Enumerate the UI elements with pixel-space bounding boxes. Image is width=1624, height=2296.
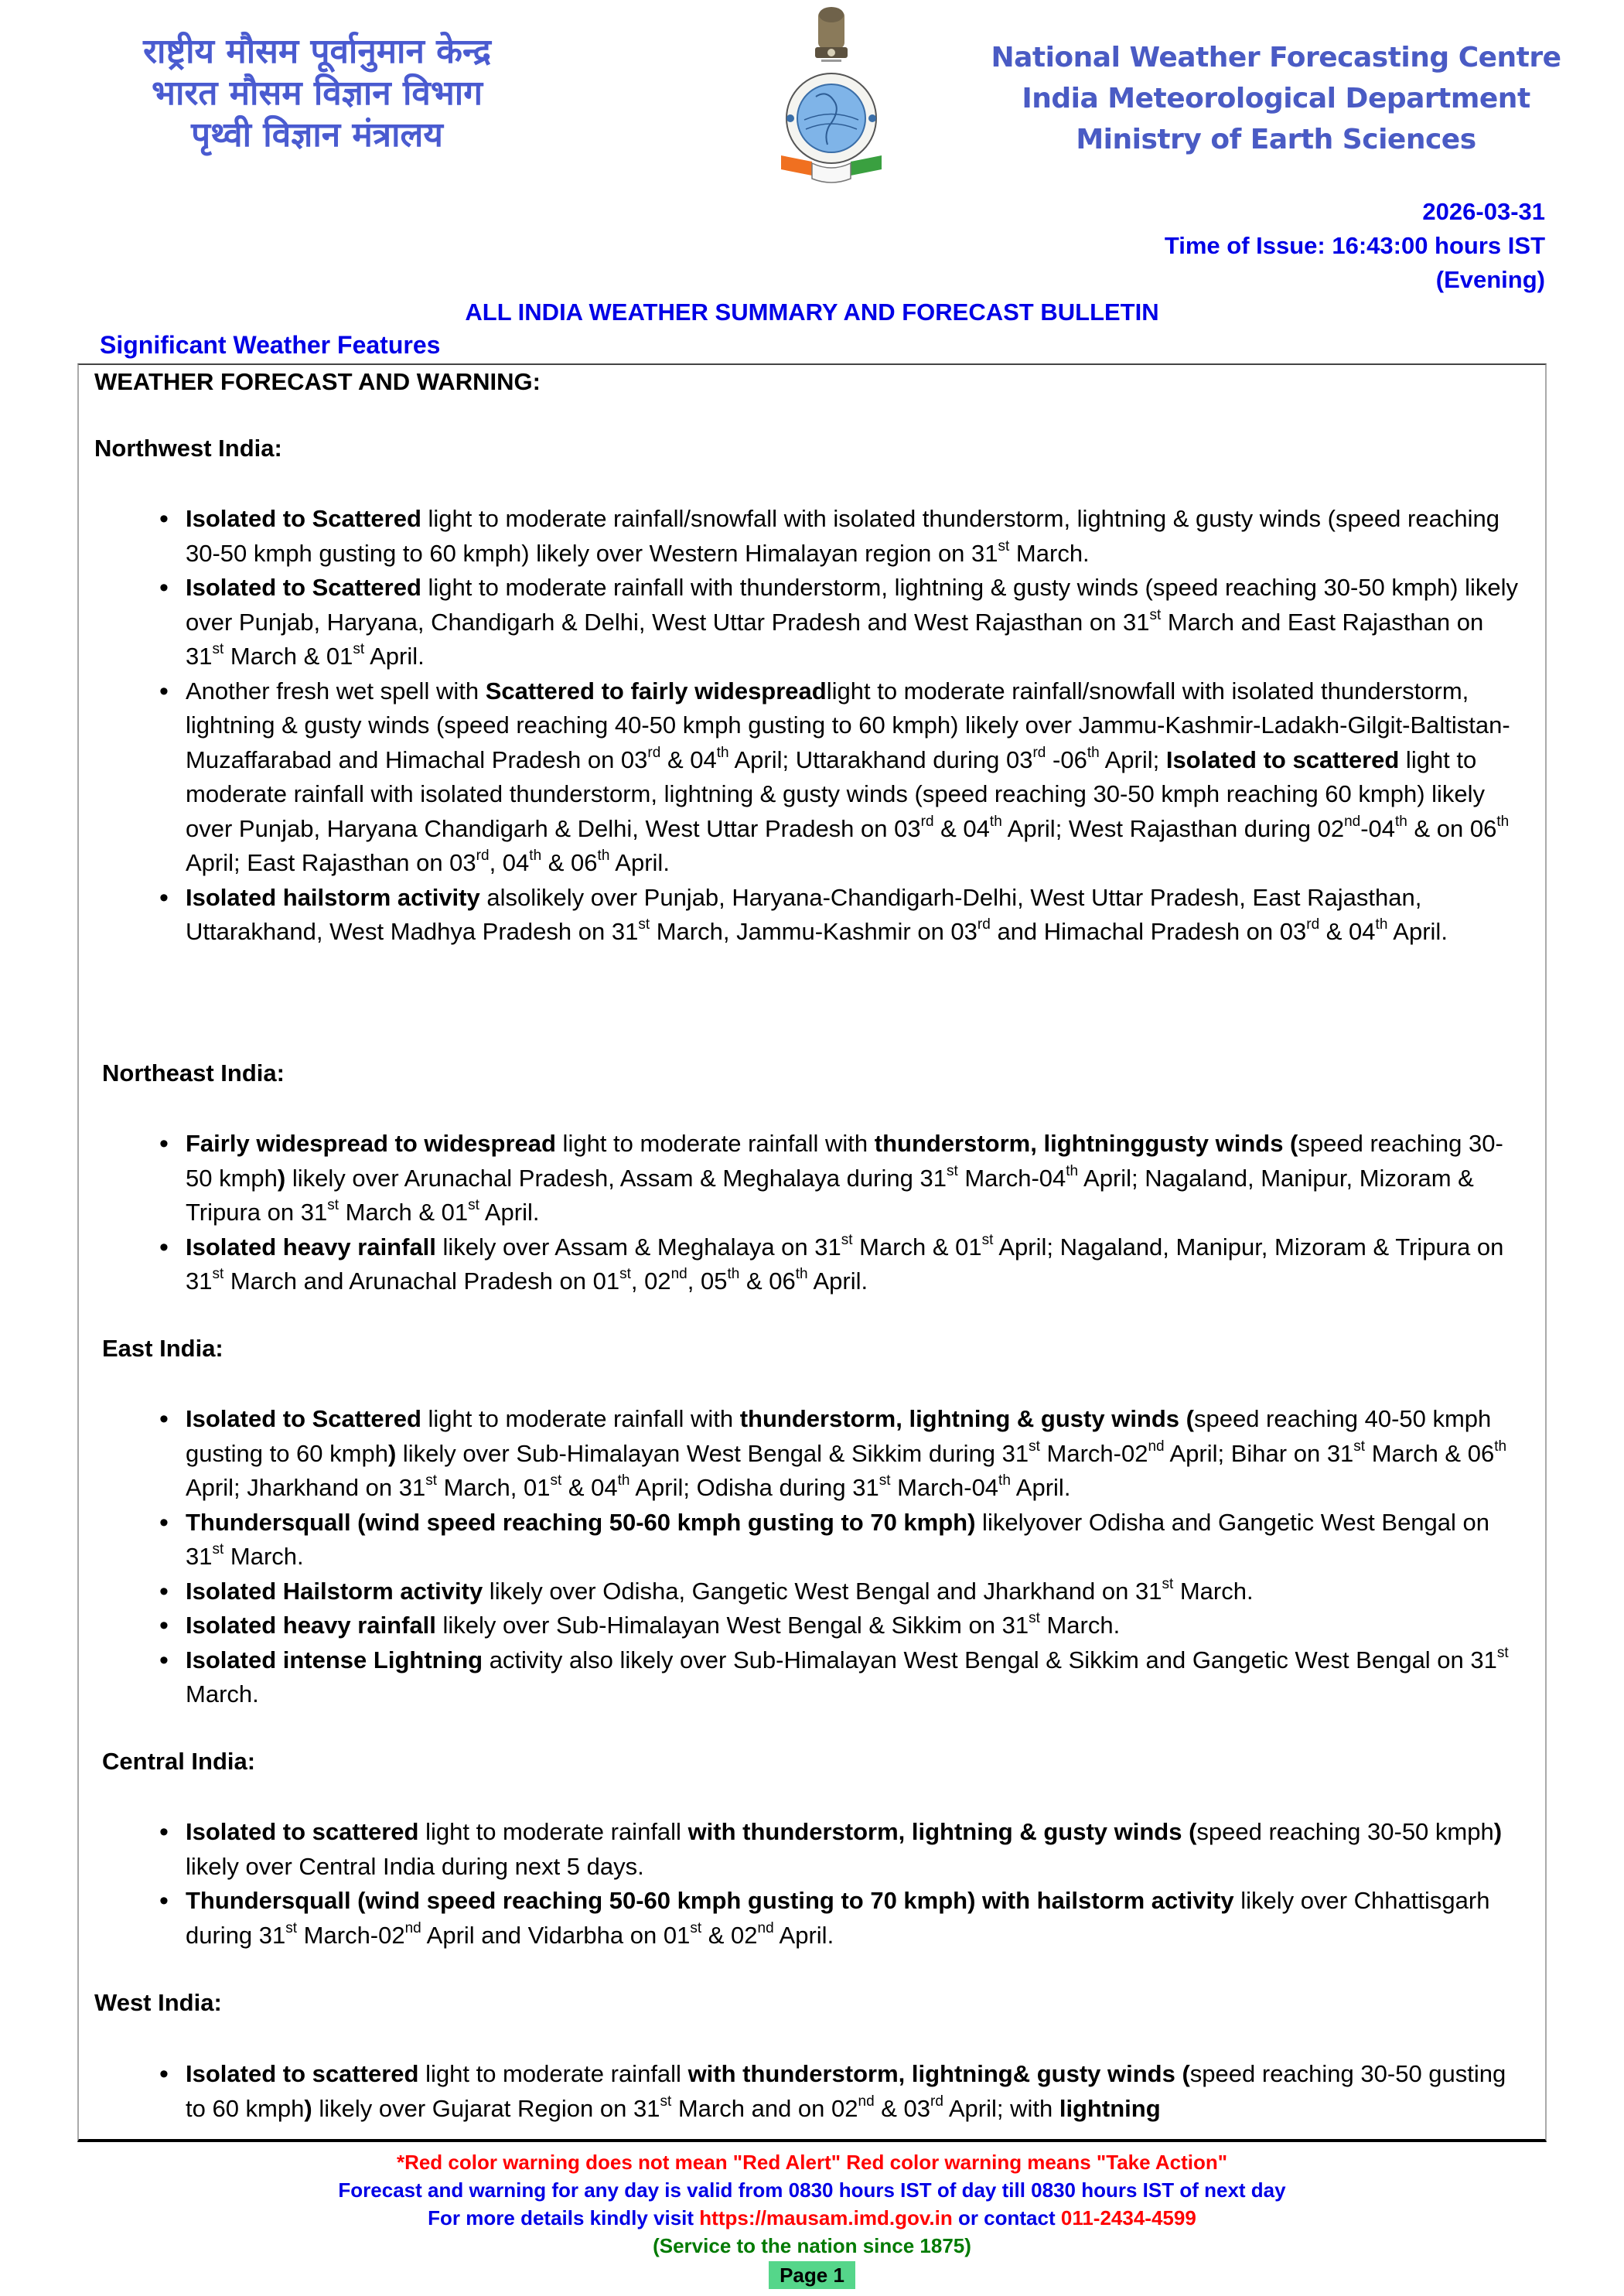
region-heading-east: East India: xyxy=(102,1335,223,1362)
forecast-item: • Fairly widespread to widespread light to moderate rainfall with thunderstorm, lightninggusty winds (speed reaching 30-50 kmph) likely over Arunachal Pradesh, Assam & Meghalaya during 31st March-04th April; Nagaland, Manipur, Mizoram & Tripura on 31st March & 01st April. xyxy=(79,1127,1533,1230)
region-heading-central: Central India: xyxy=(102,1748,256,1775)
forecast-item: • Isolated to Scattered light to moderate rainfall with thunderstorm, lightning & gusty winds (speed reaching 40-50 kmph gusting to 60 kmph) likely over Sub-Himalayan West Bengal & Sikkim during 31st March-02nd April; Bihar on 31st March & 06th April; Jharkhand on 31st March, 01st & 04th April; Odisha during 31st March-04th April. xyxy=(79,1402,1533,1506)
forecast-item: • Isolated heavy rainfall likely over Sub-Himalayan West Bengal & Sikkim on 31st March. xyxy=(79,1609,1533,1643)
forecast-box xyxy=(77,363,1547,2142)
region-list-northeast xyxy=(79,1127,1533,1299)
page-number-badge: Page 1 xyxy=(769,2261,855,2289)
hindi-line-3: पृथ्वी विज्ञान मंत्रालय xyxy=(191,115,443,155)
hindi-line-1: राष्ट्रीय मौसम पूर्वानुमान केन्द्र xyxy=(143,32,491,71)
box-title: WEATHER FORECAST AND WARNING: xyxy=(94,368,541,395)
forecast-item: • Isolated intense Lightning activity also likely over Sub-Himalayan West Bengal & Sikkim and Gangetic West Bengal on 31st March. xyxy=(79,1643,1533,1712)
region-list-east xyxy=(79,1402,1533,1712)
red-warning-note: *Red color warning does not mean "Red Alert" Red color warning means "Take Action" xyxy=(396,2151,1228,2174)
forecast-item: • Another fresh wet spell with Scattered to fairly widespreadlight to moderate rainfall/snowfall with isolated thunderstorm, lightning & gusty winds (speed reaching 40-50 kmph gusting to 60 kmph) likely over Jammu-Kashmir-Ladakh-Gilgit-Baltistan-Muzaffarabad and Himachal Pradesh on 03rd & 04th April; Uttarakhand during 03rd -06th April; Isolated to scattered light to moderate rainfall with isolated thunderstorm, lightning & gusty winds (speed reaching 30-50 kmph reaching 60 kmph) likely over Punjab, Haryana Chandigarh & Delhi, West Uttar Pradesh on 03rd & 04th April; West Rajasthan during 02nd-04th & on 06th April; East Rajasthan on 03rd, 04th & 06th April. xyxy=(79,674,1533,881)
english-org-header xyxy=(982,37,1570,160)
service-note: (Service to the nation since 1875) xyxy=(653,2234,971,2257)
footer xyxy=(0,2148,1624,2289)
details-mid: or contact xyxy=(952,2206,1061,2229)
contact-line xyxy=(0,2204,1624,2232)
issue-date: 2026-03-31 xyxy=(1422,198,1545,225)
org-line-moes: Ministry of Earth Sciences xyxy=(1076,124,1476,155)
forecast-item: • Isolated Hailstorm activity likely over Odisha, Gangetic West Bengal and Jharkhand on 31st March. xyxy=(79,1574,1533,1609)
forecast-item: • Isolated to scattered light to moderate rainfall with thunderstorm, lightning & gusty winds (speed reaching 30-50 kmph) likely over Central India during next 5 days. xyxy=(79,1815,1533,1884)
issue-info xyxy=(1165,195,1545,297)
forecast-item: • Thundersquall (wind speed reaching 50-60 kmph gusting to 70 kmph) likelyover Odisha and Gangetic West Bengal on 31st March. xyxy=(79,1506,1533,1574)
issue-time: Time of Issue: 16:43:00 hours IST xyxy=(1164,232,1545,259)
region-heading-northwest: Northwest India: xyxy=(94,435,282,462)
org-line-nwfc: National Weather Forecasting Centre xyxy=(991,42,1561,73)
org-line-imd: India Meteorological Department xyxy=(1022,83,1530,114)
hindi-line-2: भारत मौसम विज्ञान विभाग xyxy=(152,73,483,113)
section-title: Significant Weather Features xyxy=(100,331,441,359)
validity-note: Forecast and warning for any day is valid from 0830 hours IST of day till 0830 hours IST of next day xyxy=(338,2178,1286,2202)
forecast-item: • Isolated hailstorm activity alsolikely over Punjab, Haryana-Chandigarh-Delhi, West Uttar Pradesh, East Rajasthan, Uttarakhand, West Madhya Pradesh on 31st March, Jammu-Kashmir on 03rd and Himachal Pradesh on 03rd & 04th April. xyxy=(79,881,1533,950)
forecast-item: • Isolated heavy rainfall likely over Assam & Meghalaya on 31st March & 01st April; Nagaland, Manipur, Mizoram & Tripura on 31st March and Arunachal Pradesh on 01st, 02nd, 05th & 06th April. xyxy=(79,1230,1533,1299)
region-list-central xyxy=(79,1815,1533,1953)
forecast-item: • Thundersquall (wind speed reaching 50-60 kmph gusting to 70 kmph) with hailstorm activity likely over Chhattisgarh during 31st March-02nd April and Vidarbha on 01st & 02nd April. xyxy=(79,1884,1533,1953)
imd-emblem-icon xyxy=(773,4,889,189)
region-list-northwest xyxy=(79,502,1533,950)
details-prefix: For more details kindly visit xyxy=(428,2206,700,2229)
issue-period: (Evening) xyxy=(1435,266,1545,293)
forecast-item: • Isolated to Scattered light to moderate rainfall with thunderstorm, lightning & gusty winds (speed reaching 30-50 kmph) likely over Punjab, Haryana, Chandigarh & Delhi, West Uttar Pradesh and West Rajasthan on 31st March and East Rajasthan on 31st March & 01st April. xyxy=(79,571,1533,674)
phone-number: 011-2434-4599 xyxy=(1060,2206,1196,2229)
region-heading-west: West India: xyxy=(94,1989,222,2016)
bulletin-title: ALL INDIA WEATHER SUMMARY AND FORECAST BULLETIN xyxy=(465,299,1159,326)
forecast-item: • Isolated to scattered light to moderate rainfall with thunderstorm, lightning& gusty winds (speed reaching 30-50 gusting to 60 kmph) likely over Gujarat Region on 31st March and on 02nd & 03rd April; with lightning xyxy=(79,2057,1533,2126)
region-heading-northeast: Northeast India: xyxy=(102,1059,285,1087)
region-list-west xyxy=(79,2057,1533,2126)
website-link[interactable]: https://mausam.imd.gov.in xyxy=(699,2206,953,2229)
hindi-org-header xyxy=(101,31,534,156)
forecast-item: • Isolated to Scattered light to moderate rainfall/snowfall with isolated thunderstorm, lightning & gusty winds (speed reaching 30-50 kmph gusting to 60 kmph) likely over Western Himalayan region on 31st March. xyxy=(79,502,1533,571)
